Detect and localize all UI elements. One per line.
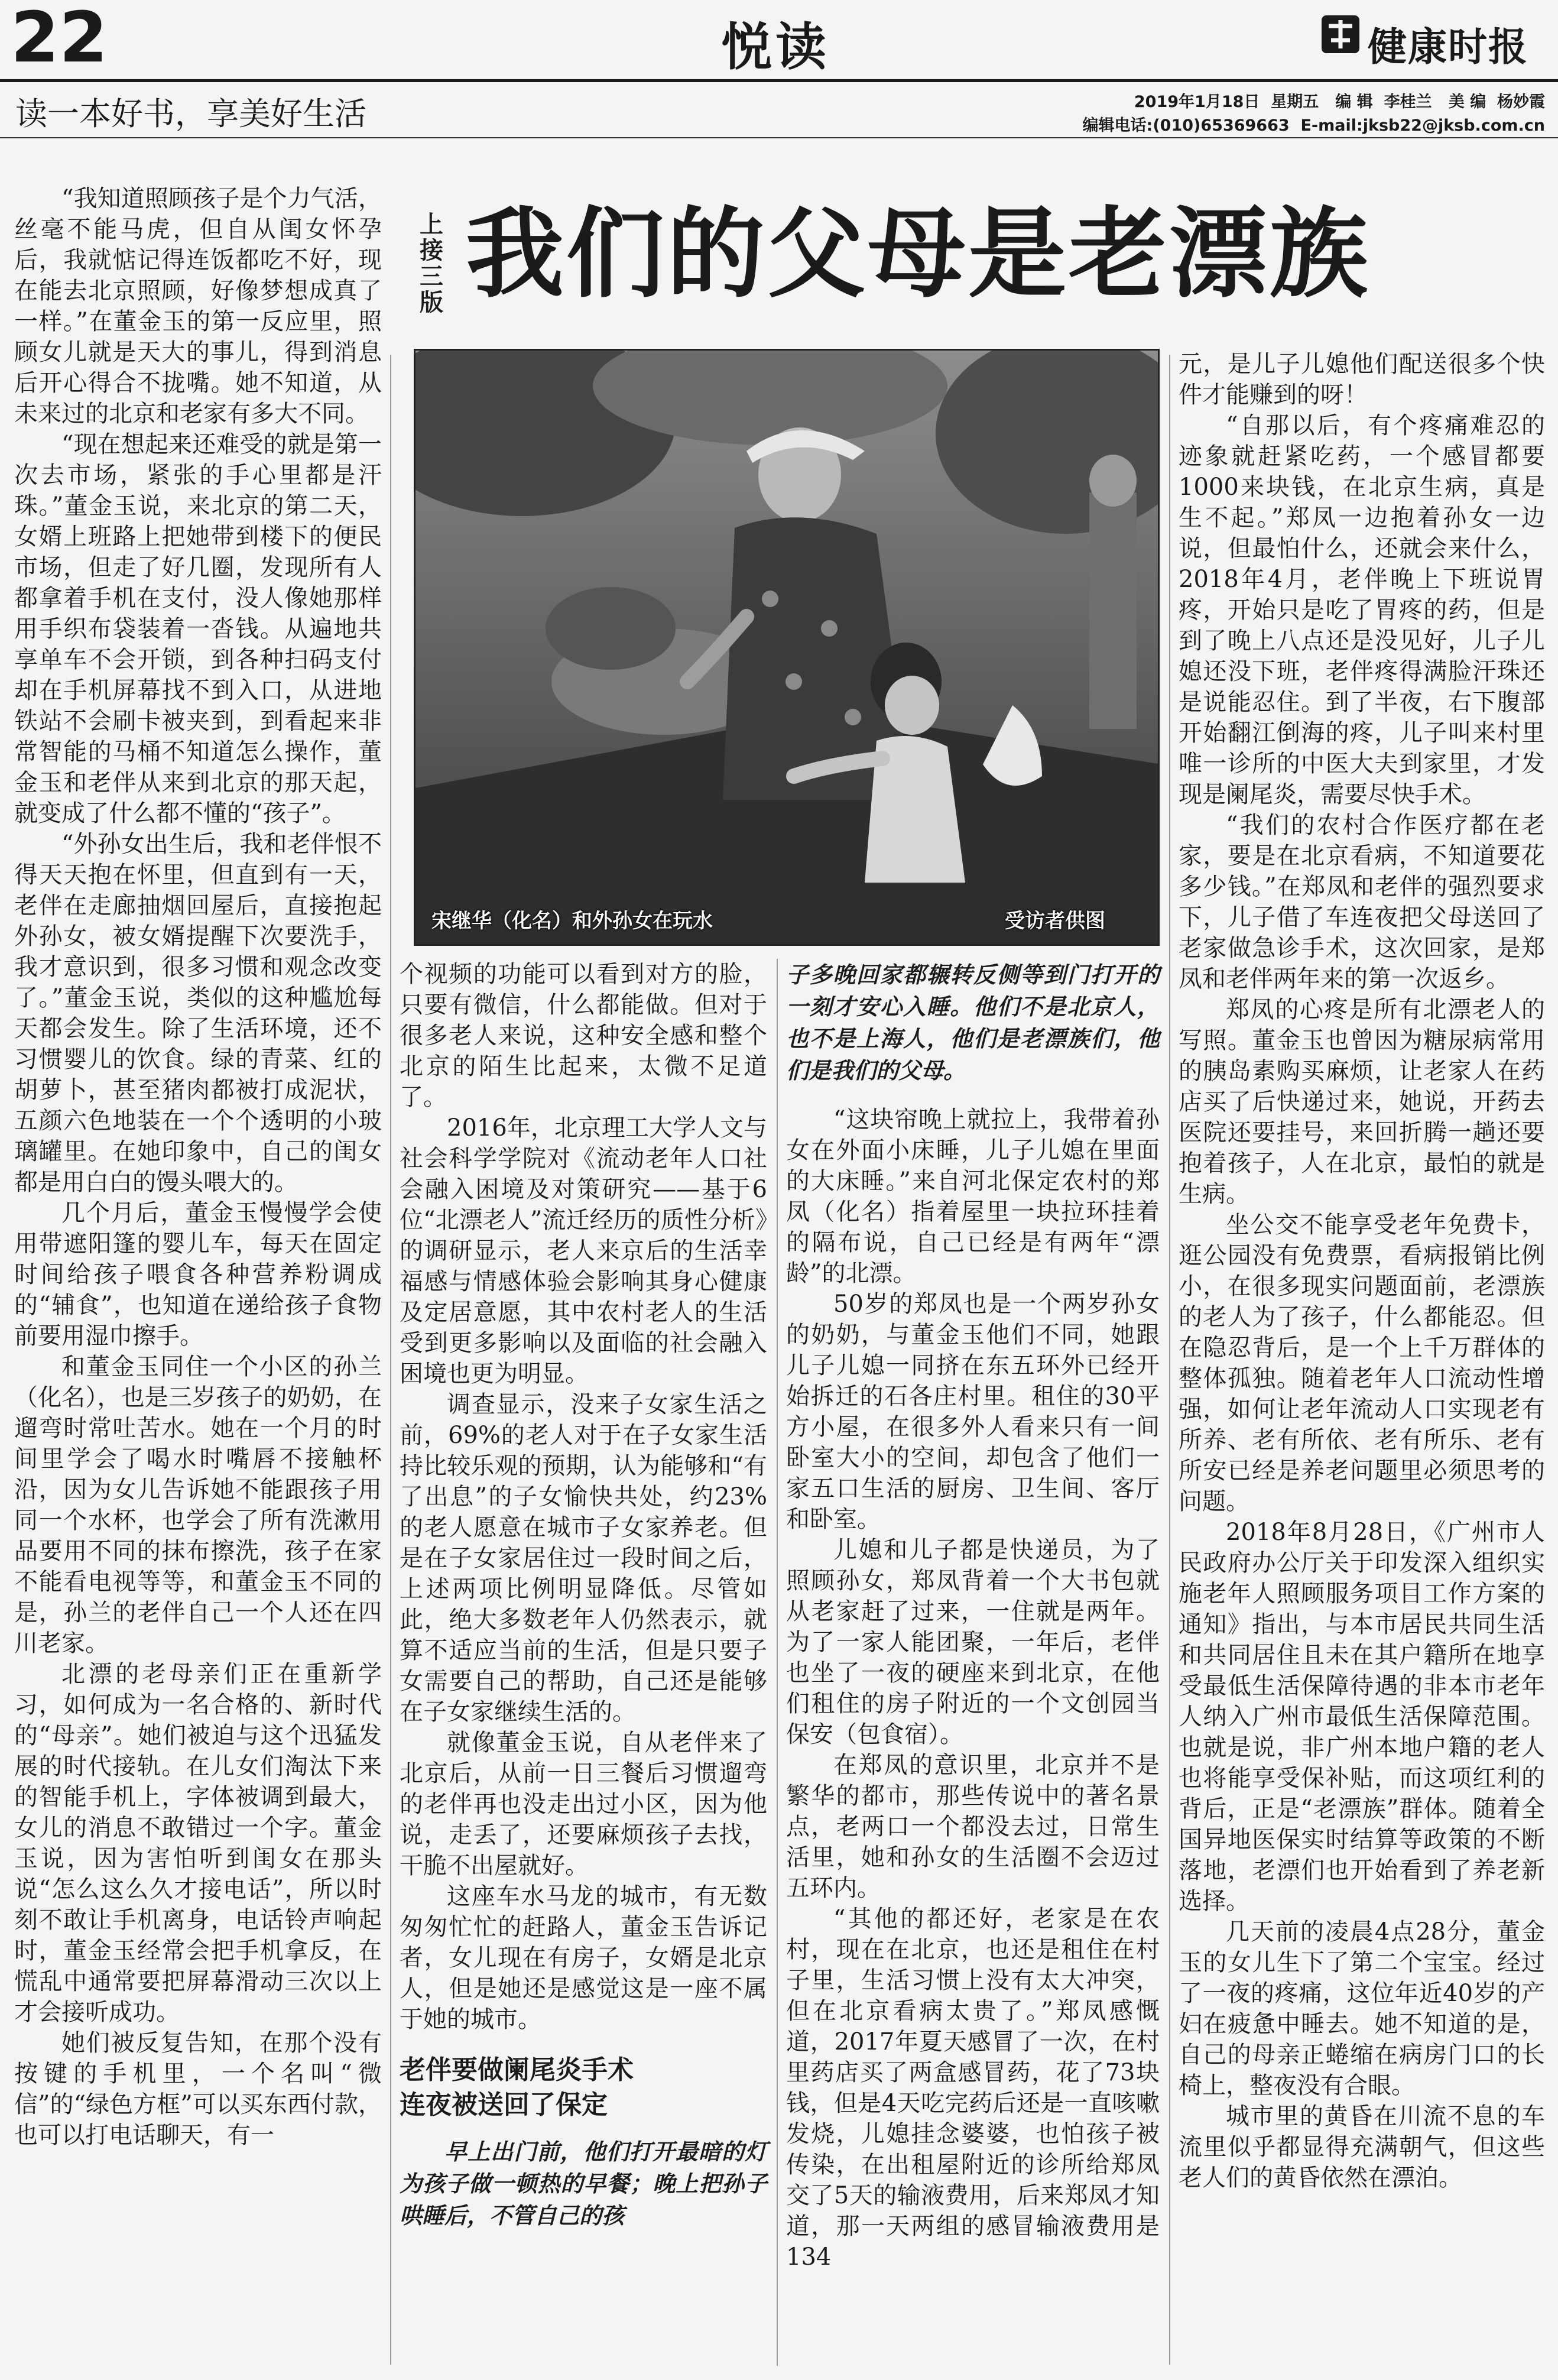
paragraph: “现在想起来还难受的就是第一次去市场，紧张的手心里都是汗珠。”董金玉说，来北京的第二天，女婿上班路上把她带到楼下的便民市场，但走了好几圈，发现所有人都拿着手机在支付，没人像她那样用手织布袋装着一沓钱。从遍地共享单车不会开锁，到各种扫码支付却在手机屏幕找不到入口，从进地铁站不会刷卡被夹到，到看起来非常智能的马桶不知道怎么操作，董金玉和老伴从来到北京的那天起，就变成了什么都不懂的“孩子”。	[14, 431, 382, 827]
header-rule	[0, 79, 1558, 82]
paragraph: 北漂的老母亲们正在重新学习，如何成为一名合格的、新时代的“母亲”。她们被迫与这个迅猛发展的时代接轨。在儿女们淘汰下来的智能手机上，字体被调到最大，女儿的消息不敢错过一个字。董金玉说，因为害怕听到闺女在那头说“怎么这么久才接电话”，所以时刻不敢让手机离身，电话铃声响起时，董金玉经常会把手机拿反，在慌乱中通常要把屏幕滑动三次以上才会接听成功。	[14, 1661, 382, 2026]
section-subheading: 老伴要做阑尾炎手术 连夜被送回了保定	[400, 2055, 634, 2120]
date-editors: 2019年1月18日 星期五 编 辑 李桂兰 美 编 杨妙霞	[1134, 93, 1545, 111]
photo-credit: 受访者供图	[1005, 909, 1105, 933]
paragraph: 几天前的凌晨4点28分，董金玉的女儿生下了第二个宝宝。经过了一夜的疼痛，这位年近40岁的产妇在疲惫中睡去。她不知道的是，自己的母亲正蜷缩在病房门口的长椅上，整夜没有合眼。	[1179, 1918, 1545, 2099]
paragraph: “我知道照顾孩子是个力气活，丝毫不能马虎，但自从闺女怀孕后，我就惦记得连饭都吃不好，现在能去北京照顾，好像梦想成真了一样。”在董金玉的第一反应里，照顾女儿就是天大的事儿，得到消息后开心得合不拢嘴。她不知道，从未来过的北京和老家有多大不同。	[14, 185, 382, 427]
newspaper-logo	[1318, 2, 1543, 79]
paragraph: “我们的农村合作医疗都在老家，要是在北京看病，不知道要花多少钱。”在郑凤和老伴的强烈要求下，儿子借了车连夜把父母送回了老家做急诊手术，这次回家，是郑凤和老伴两年来的第一次返乡。	[1179, 812, 1545, 993]
section-lead-part2: 子多晚回家都辗转反侧等到门打开的一刻才安心入睡。他们不是北京人，也不是上海人，他们是老漂族们，他们是我们的父母。	[786, 961, 1160, 1084]
section-title: 悦读	[721, 18, 830, 77]
paragraph: 儿媳和儿子都是快递员，为了照顾孙女，郑凤背着一个大书包就从老家赶了过来，一住就是两年。为了一家人能团聚，一年后，老伴也坐了一夜的硬座来到北京，在他们租住的房子附近的一个文创园当保安（包食宿）。	[786, 1536, 1160, 1748]
column-d	[1179, 349, 1545, 2193]
paragraph: 城市里的黄昏在川流不息的车流里似乎都显得充满朝气，但这些老人们的黄昏依然在漂泊。	[1179, 2103, 1545, 2191]
article-photo	[414, 349, 1160, 946]
paragraph: “这块帘晚上就拉上，我带着孙女在外面小床睡，儿子儿媳在里面的大床睡。”来自河北保定农村的郑凤（化名）指着屋里一块拉环挂着的隔布说，自己已经是有两年“漂龄”的北漂。	[786, 1105, 1160, 1287]
paragraph: 这座车水马龙的城市，有无数匆匆忙忙的赶路人，董金玉告诉记者，女儿现在有房子，女婿是北京人，但是她还是感觉这是一座不属于她的城市。	[400, 1883, 767, 2033]
paragraph: “外孙女出生后，我和老伴恨不得天天抱在怀里，但直到有一天，老伴在走廊抽烟回屋后，直接抱起外孙女，被女婿提醒下次要洗手，我才意识到，很多习惯和观念改变了。”董金玉说，类似的这种尴尬每天都会发生。除了生活环境，还不习惯婴儿的饮食。绿的青菜、红的胡萝卜，甚至猪肉都被打成泥状，五颜六色地装在一个个透明的小玻璃罐里。在她印象中，自己的闺女都是用白白的馒头喂大的。	[14, 831, 382, 1196]
column-a	[14, 183, 382, 2151]
paragraph: “自那以后，有个疼痛难忍的迹象就赶紧吃药，一个感冒都要1000来块钱，在北京生病，真是生不起。”郑凤一边抱着孙女一边说，但最怕什么，还就会来什么，2018年4月，老伴晚上下班说胃疼，开始只是吃了胃疼的药，但是到了晚上八点还是没见好，儿子儿媳还没下班，老伴疼得满脸汗珠还是说能忍住。到了半夜，右下腹部开始翻江倒海的疼，儿子叫来村里唯一诊所的中医大夫到家里，才发现是阑尾炎，需要尽快手术。	[1179, 412, 1545, 808]
paragraph: 坐公交不能享受老年免费卡，逛公园没有免费票，看病报销比例小，在很多现实问题面前，老漂族的老人为了孩子，什么都能忍。但在隐忍背后，是一个上千万群体的整体孤独。随着老年人口流动性增强，如何让老年流动人口实现老有所养、老有所依、老有所乐、老有所安已经是养老问题里必须思考的问题。	[1179, 1211, 1545, 1515]
header-subrule	[0, 137, 1558, 138]
article-headline: 我们的父母是老漂族	[466, 197, 1370, 312]
photo-grandmother-and-child-icon	[416, 351, 1160, 946]
continued-from-kicker: 上接三版	[420, 211, 443, 316]
column-b	[400, 959, 767, 2232]
paragraph: 元，是儿子儿媳他们配送很多个快件才能赚到的呀！	[1179, 351, 1545, 408]
paragraph: 50岁的郑凤也是一个两岁孙女的奶奶，与董金玉他们不同，她跟儿子儿媳一同挤在东五环外已经开始拆迁的石各庄村里。租住的30平方小屋，在很多外人看来只有一间卧室大小的空间，却包含了他们一家五口生活的厨房、卫生间、客厅和卧室。	[786, 1290, 1160, 1533]
slogan: 读一本好书，享美好生活	[15, 95, 366, 132]
paragraph: 个视频的功能可以看到对方的脸，只要有微信，什么都能做。但对于很多老人来说，这种安全感和整个北京的陌生比起来，太微不足道了。	[400, 961, 767, 1111]
contact-line: 编辑电话:(010)65369663 E-mail:jksb22@jksb.com.cn	[1082, 116, 1545, 135]
column-divider	[777, 959, 778, 2366]
paragraph: 2018年8月28日，《广州市人民政府办公厅关于印发深入组织实施老年人照顾服务项目工作方案的通知》指出，与本市居民共同生活和共同居住且未在其户籍所在地享受最低生活保障待遇的非本市老年人纳入广州市最低生活保障范围。也就是说，非广州本地户籍的老人也将能享受保补贴，而这项红利的背后，正是“老漂族”群体。随着全国异地医保实时结算等政策的不断落地，老漂们也开始看到了养老新选择。	[1179, 1519, 1545, 1915]
column-divider	[390, 355, 391, 2365]
paragraph: 几个月后，董金玉慢慢学会使用带遮阳篷的婴儿车，每天在固定时间给孩子喂食各种营养粉调成的“辅食”，也知道在递给孩子食物前要用湿巾擦手。	[14, 1199, 382, 1350]
column-divider	[1169, 355, 1170, 2365]
paragraph: 郑凤的心疼是所有北漂老人的写照。董金玉也曾因为糖尿病常用的胰岛素购买麻烦，让老家人在药店买了后快递过来，她说，开药去医院还要挂号，来回折腾一趟还要抱着孩子，人在北京，最怕的就是生病。	[1179, 996, 1545, 1208]
brand-name: 健康时报	[1368, 24, 1528, 70]
column-c	[786, 959, 1160, 2272]
paragraph: 她们被反复告知，在那个没有按键的手机里，一个名叫“微信”的“绿色方框”可以买东西付款，也可以打电话聊天，有一	[14, 2029, 382, 2149]
photo-caption: 宋继华（化名）和外孙女在玩水	[431, 909, 713, 933]
page-number: 22	[11, 0, 108, 78]
paragraph: “其他的都还好，老家是在农村，现在在北京，也还是租住在村子里，生活习惯上没有太大冲突，但在北京看病太贵了。”郑凤感慨道，2017年夏天感冒了一次，在村里药店买了两盒感冒药，花了73块钱，但是4天吃完药后还是一直咳嗽发烧，儿媳挂念婆婆，也怕孩子被传染，在出租屋附近的诊所给郑凤交了5天的输液费用，后来郑凤才知道，那一天两组的感冒输液费用是134	[786, 1905, 1160, 2271]
paragraph: 2016年，北京理工大学人文与社会科学学院对《流动老年人口社会融入困境及对策研究——基于6位“北漂老人”流迁经历的质性分析》的调研显示，老人来京后的生活幸福感与情感体验会影响其身心健康及定居意愿，其中农村老人的生活受到更多影响以及面临的社会融入困境也更为明显。	[400, 1114, 767, 1387]
paragraph: 调查显示，没来子女家生活之前，69%的老人对于在子女家生活持比较乐观的预期，认为能够和“有了出息”的子女愉快共处，约23%的老人愿意在城市子女家养老。但是在子女家居住过一段时间之后，上述两项比例明显降低。尽管如此，绝大多数老年人仍然表示，就算不适应当前的生活，但是只要子女需要自己的帮助，自己还是能够在子女家继续生活的。	[400, 1391, 767, 1726]
paragraph: 和董金玉同住一个小区的孙兰（化名），也是三岁孩子的奶奶，在遛弯时常吐苦水。她在一个月的时间里学会了喝水时嘴唇不接触杯沿，因为女儿告诉她不能跟孩子用同一个水杯，也学会了所有洗漱用品要用不同的抹布擦洗，孩子在家不能看电视等等，和董金玉不同的是，孙兰的老伴自己一个人还在四川老家。	[14, 1353, 382, 1657]
section-lead-part1: 早上出门前，他们打开最暗的灯为孩子做一顿热的早餐；晚上把孙子哄睡后，不管自己的孩	[400, 2138, 767, 2229]
paragraph: 在郑凤的意识里，北京并不是繁华的都市，那些传说中的著名景点，老两口一个都没去过，日常生活里，她和孙女的生活圈不会迈过五环内。	[786, 1751, 1160, 1902]
paragraph: 就像董金玉说，自从老伴来了北京后，从前一日三餐后习惯遛弯的老伴再也没走出过小区，因为他说，走丢了，还要麻烦孩子去找，干脆不出屋就好。	[400, 1729, 767, 1879]
spacer	[786, 1087, 1160, 1104]
